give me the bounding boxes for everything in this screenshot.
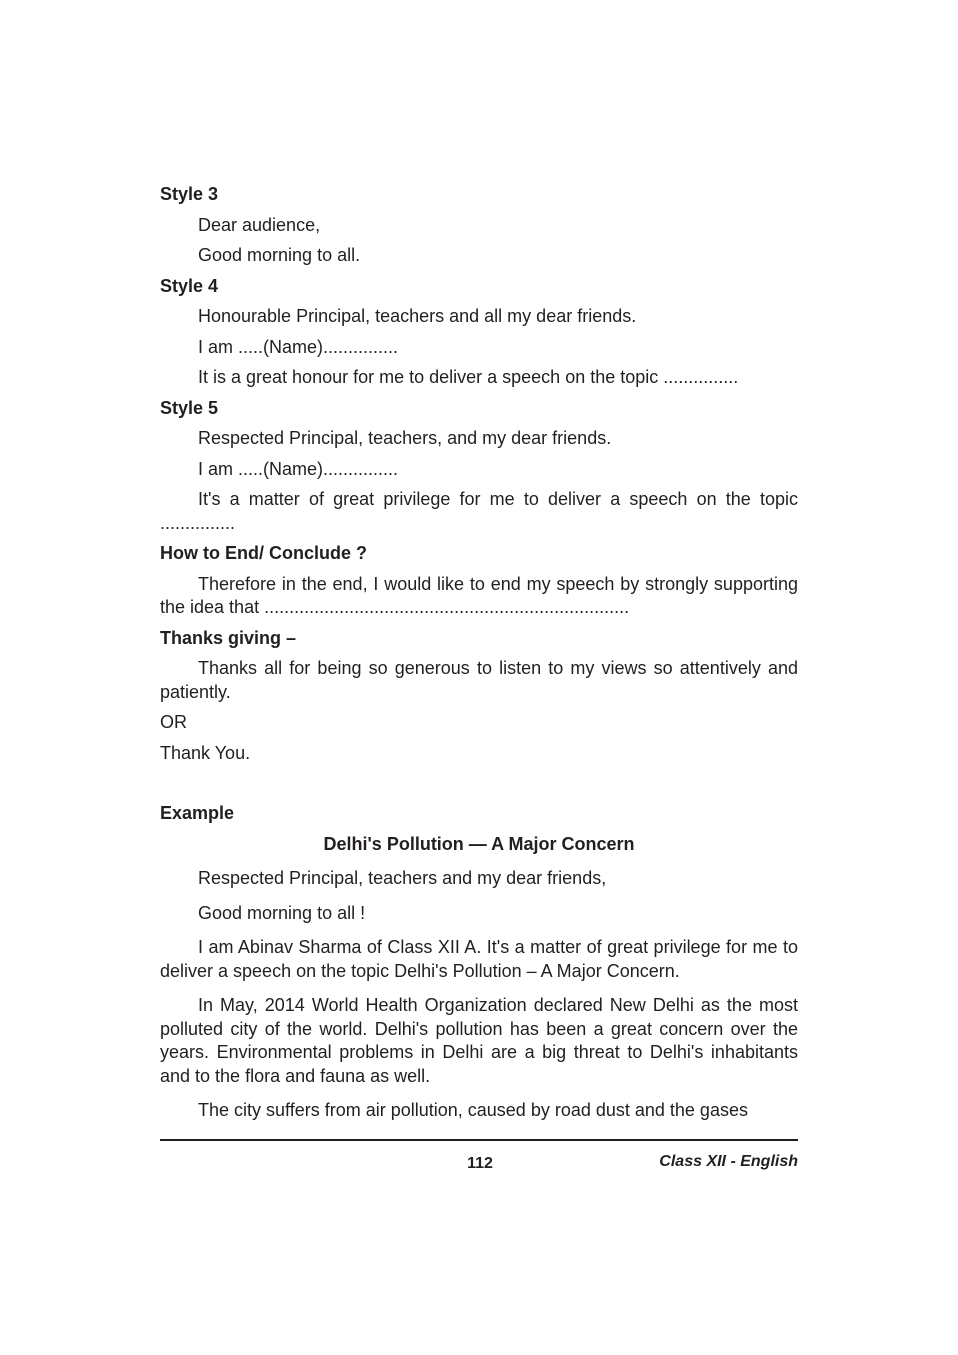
example-salutation: Respected Principal, teachers and my dear friends,	[198, 868, 607, 888]
spacer	[160, 772, 798, 802]
thanks-text: Thanks all for being so generous to listen to my views so attentively and patiently.	[160, 658, 798, 702]
style3-heading: Style 3	[160, 184, 219, 204]
conclude-heading: How to End/ Conclude ?	[160, 543, 367, 563]
conclude-text: Therefore in the end, I would like to end my speech by strongly supporting the idea that .........................................................................	[160, 573, 798, 617]
style5-line: I am .....(Name)...............	[198, 458, 399, 479]
style4-line: It is a great honour for me to deliver a speech on the topic ...............	[198, 367, 739, 387]
page-number: 112	[467, 1155, 493, 1172]
example-title: Delhi's Pollution — A Major Concern	[323, 833, 635, 854]
class-label: Class XII - English	[659, 1153, 798, 1170]
example-heading: Example	[160, 803, 235, 823]
style5-line: Respected Principal, teachers, and my dear friends.	[198, 428, 612, 448]
example-paragraph: The city suffers from air pollution, caused by road dust and the gases	[198, 1100, 748, 1120]
example-paragraph: In May, 2014 World Health Organization declared New Delhi as the most polluted city of the world. Delhi's pollution has been a great concern over the years. Environmental problems in Delhi are a big threat to Delhi's inhabitants and to the flora and fauna as well.	[160, 995, 798, 1086]
style4-line: I am .....(Name)...............	[198, 336, 399, 357]
style5-line: It's a matter of great privilege for me to deliver a speech on the topic ...............	[160, 489, 798, 533]
or-text: OR	[160, 712, 187, 732]
style4-heading: Style 4	[160, 275, 219, 296]
style5-heading: Style 5	[160, 397, 219, 418]
document-body	[160, 183, 798, 1134]
footer-divider	[160, 1139, 798, 1141]
style3-line: Good morning to all.	[198, 245, 361, 265]
style4-line: Honourable Principal, teachers and all my dear friends.	[198, 306, 637, 326]
thank-you-text: Thank You.	[160, 742, 251, 763]
style3-line: Dear audience,	[198, 214, 321, 235]
thanks-heading: Thanks giving –	[160, 627, 297, 648]
example-paragraph: I am Abinav Sharma of Class XII A. It's a matter of great privilege for me to deliver a speech on the topic Delhi's Pollution – A Major Concern.	[160, 937, 798, 981]
example-greeting: Good morning to all !	[198, 902, 366, 923]
